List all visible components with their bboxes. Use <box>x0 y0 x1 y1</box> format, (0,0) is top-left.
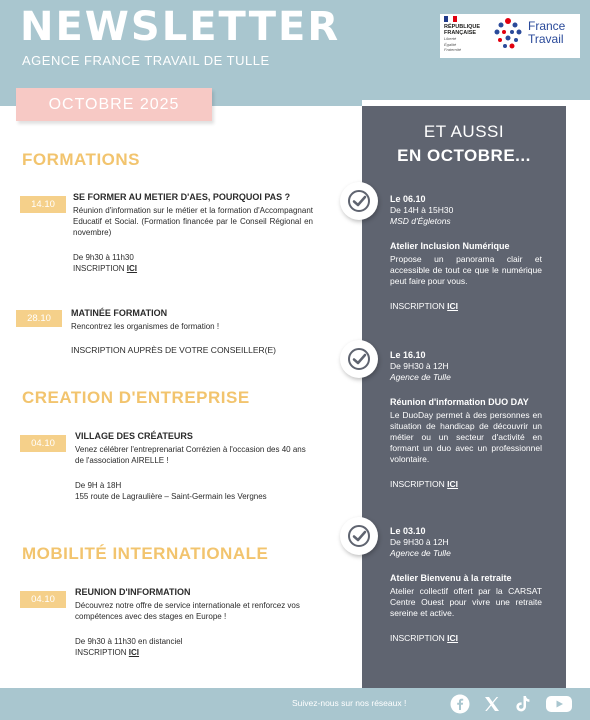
aussi-event-3 <box>390 526 542 644</box>
rf-motto-line-3: Fraternité <box>444 47 462 52</box>
facebook-icon[interactable] <box>450 694 470 714</box>
event-inscription <box>390 301 542 312</box>
item-title: SE FORMER AU METIER D'AES, POURQUOI PAS ? <box>73 192 291 202</box>
inscription-link[interactable]: ICI <box>126 264 138 273</box>
event-date: Le 16.10 <box>390 350 426 360</box>
month-label: OCTOBRE 2025 <box>16 88 212 121</box>
newsletter-title: NEWSLETTER <box>20 4 341 50</box>
event-name: Atelier Bienvenu à la retraite <box>390 573 512 583</box>
header-banner <box>0 0 590 100</box>
france-travail-name <box>528 20 565 46</box>
item-title: REUNION D'INFORMATION <box>75 587 191 597</box>
inscription-link[interactable]: ICI <box>128 648 140 657</box>
check-circle-icon <box>340 517 378 555</box>
inscription-link[interactable]: ICI <box>447 301 459 311</box>
event-time: De 9H30 à 12H <box>390 361 449 371</box>
item-time: De 9h30 à 11h30 en distanciel <box>75 637 183 646</box>
youtube-icon[interactable] <box>545 694 573 714</box>
item-desc: Rencontrez les organismes de formation ! <box>71 322 220 331</box>
item-desc: Venez célébrer l'entreprenariat Corrézien à l'occasion des 40 ans de l'association AIRELLE ! <box>75 445 306 465</box>
france-travail-dots-icon <box>492 17 524 51</box>
aussi-event-2 <box>390 350 542 490</box>
check-circle-icon <box>340 340 378 378</box>
event-inscription <box>390 479 542 490</box>
aussi-heading-1: ET AUSSI <box>423 122 505 141</box>
event-desc: Atelier collectif offert par la CARSAT Centre Ouest pour vivre une retraite sereine et active. <box>390 586 542 618</box>
event-desc: Propose un panorama clair et accessible de tout ce que le numérique peut faire pour vous. <box>390 254 542 286</box>
event-desc: Le DuoDay permet à des personnes en situation de handicap de découvrir un métier ou un secteur d'activité en formant un duo avec un professionnel volontaire. <box>390 410 542 464</box>
x-twitter-icon[interactable] <box>482 694 502 714</box>
aussi-heading-2: EN OCTOBRE... <box>397 146 531 165</box>
section-title-formations: FORMATIONS <box>22 150 141 169</box>
partner-logos <box>440 14 580 58</box>
aussi-event-1 <box>390 194 542 312</box>
rf-motto-line-1: Liberté <box>444 36 457 41</box>
item-note: INSCRIPTION AUPRÈS DE VOTRE CONSEILLER(E) <box>71 345 276 355</box>
follow-text: Suivez-nous sur nos réseaux ! <box>292 698 407 708</box>
tiktok-icon[interactable] <box>513 694 533 714</box>
date-badge: 14.10 <box>20 196 66 213</box>
inscription-label: INSCRIPTION <box>75 648 127 657</box>
item-inscription <box>73 263 313 274</box>
event-inscription <box>390 633 542 644</box>
date-badge: 04.10 <box>20 591 66 608</box>
formation-item-aes <box>73 192 313 274</box>
rf-name-line-1: RÉPUBLIQUE <box>444 24 481 30</box>
item-title: MATINÉE FORMATION <box>71 308 168 318</box>
agency-subtitle: AGENCE FRANCE TRAVAIL DE TULLE <box>22 53 270 68</box>
item-title: VILLAGE DES CRÉATEURS <box>75 431 193 441</box>
ft-name-line-2: Travail <box>528 32 564 46</box>
item-desc: Découvrez notre offre de service internationale et renforcez vos compétences avec des stages en Europe ! <box>75 601 300 621</box>
item-time: De 9H à 18H <box>75 481 122 490</box>
event-name: Atelier Inclusion Numérique <box>390 241 510 251</box>
inscription-label: INSCRIPTION <box>390 301 445 311</box>
inscription-link[interactable]: ICI <box>447 479 459 489</box>
event-date: Le 06.10 <box>390 194 426 204</box>
formation-item-matinee <box>71 308 311 332</box>
item-inscription <box>75 647 315 658</box>
section-title-creation: CREATION D'ENTREPRISE <box>22 388 250 407</box>
date-badge: 28.10 <box>16 310 62 327</box>
event-time: De 9H30 à 12H <box>390 537 449 547</box>
date-badge: 04.10 <box>20 435 66 452</box>
event-name: Réunion d'information DUO DAY <box>390 397 529 407</box>
french-flag-icon <box>444 16 457 22</box>
ft-name-line-1: France <box>528 19 566 33</box>
event-location: Agence de Tulle <box>390 372 451 382</box>
event-location: MSD d'Égletons <box>390 216 451 226</box>
inscription-link[interactable]: ICI <box>447 633 459 643</box>
republique-francaise-logo <box>444 16 494 53</box>
rf-name-line-2: FRANÇAISE <box>444 30 477 36</box>
footer-bar <box>0 688 590 720</box>
inscription-label: INSCRIPTION <box>73 264 125 273</box>
creation-item-village <box>75 431 315 502</box>
rf-motto-line-2: Égalité <box>444 41 457 47</box>
event-date: Le 03.10 <box>390 526 426 536</box>
event-time: De 14H à 15H30 <box>390 205 454 215</box>
mobilite-item-reunion <box>75 587 315 658</box>
check-circle-icon <box>340 182 378 220</box>
event-location: Agence de Tulle <box>390 548 451 558</box>
item-address: 155 route de Lagraulière – Saint-Germain les Vergnes <box>75 492 267 501</box>
inscription-label: INSCRIPTION <box>390 633 445 643</box>
aussi-panel <box>362 106 566 688</box>
item-time: De 9h30 à 11h30 <box>73 253 134 262</box>
section-title-mobilite: MOBILITÉ INTERNATIONALE <box>22 544 269 563</box>
inscription-label: INSCRIPTION <box>390 479 445 489</box>
item-desc: Réunion d'information sur le métier et la formation d'Accompagnant Educatif et Social. (Formation financée par le Conseil Régional en novembre) <box>73 206 313 237</box>
